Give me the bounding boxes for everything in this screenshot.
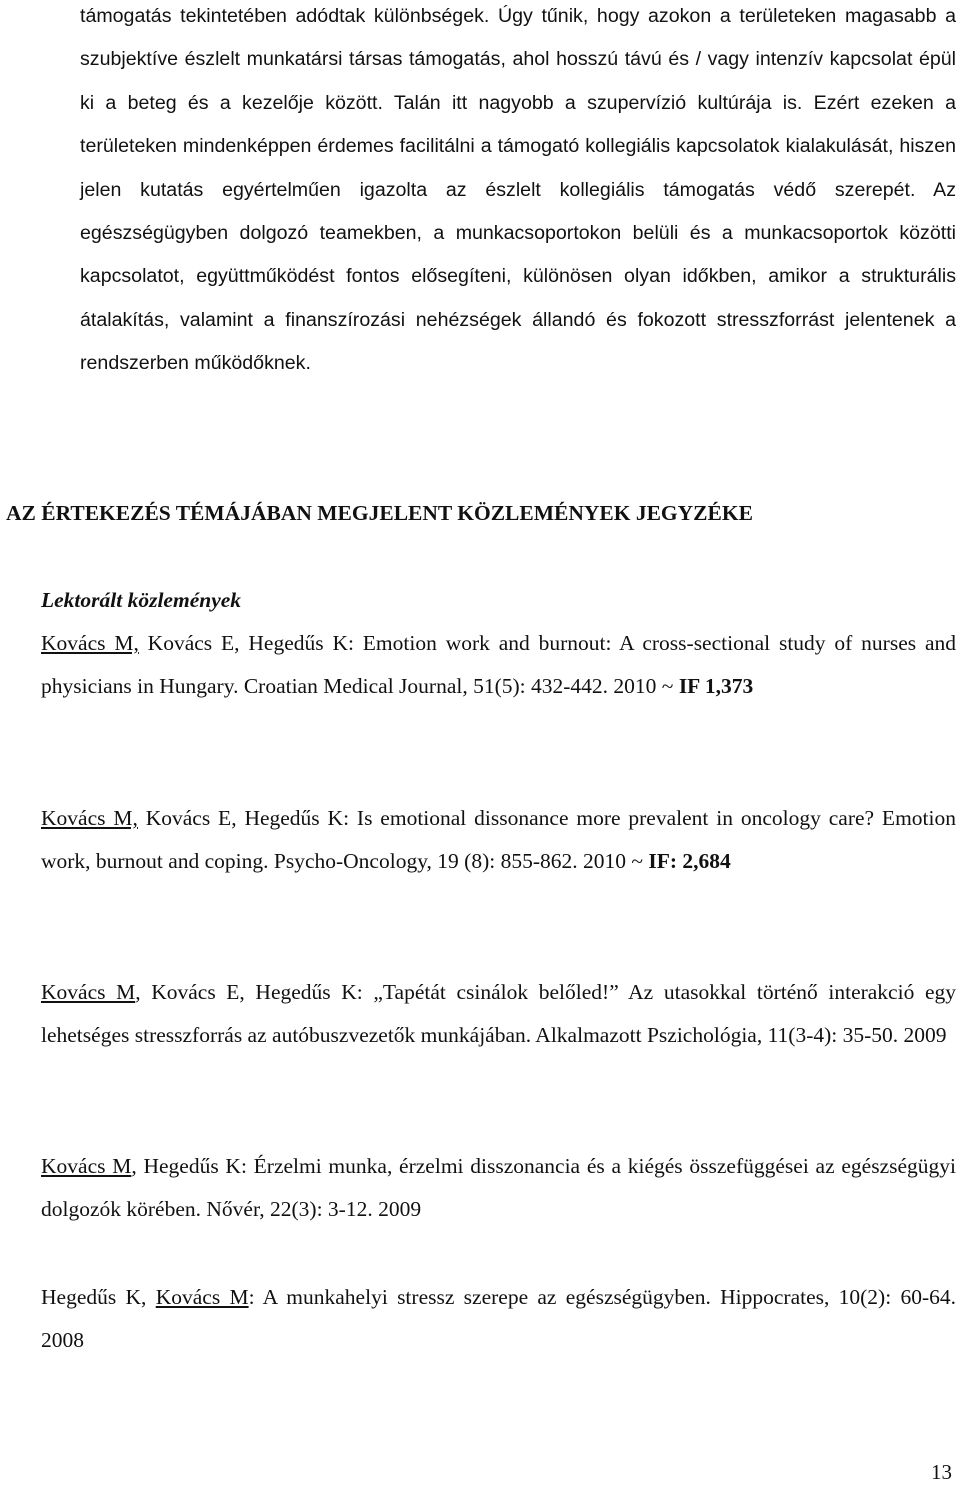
body-paragraph: támogatás tekintetében adódtak különbségek. Úgy tűnik, hogy azokon a területeken magasabb a szubjektíve észlelt munkatársi társas támogatás, ahol hosszú távú és / vagy intenzív kapcsolat épül ki a beteg és a kezelője között. Talán itt nagyobb a szupervízió kultúrája is. Ezért ezeken a területeken mindenképpen érdemes facilitálni a támogató kollegiális kapcsolatok kialakulását, hiszen jelen kutatás egyértelműen igazolta az észlelt kollegiális támogatás védő szerepét. Az egészségügyben dolgozó teamekben, a munkacsoportokon belüli és a munkacsoportok közötti kapcsolatot, együttműködést fontos elősegíteni, különösen olyan időkben, amikor a strukturális átalakítás, valamint a finanszírozási nehézségek állandó és fokozott stresszforrást jelentenek a rendszerben működőknek. (80, 5, 956, 375)
reference-item (41, 1276, 956, 1363)
reference-author-underlined: Kovács M (155, 1285, 249, 1309)
reference-text: : A munkahelyi stressz szerepe az egészségügyben. Hippocrates, 10(2): 60-64. 2008 (41, 1285, 957, 1353)
section-subheading: Lektorált közlemények (41, 588, 242, 612)
reference-author-underlined: Kovács M, (41, 806, 138, 830)
reference-text: , Hegedűs K: Érzelmi munka, érzelmi disszonancia és a kiégés összefüggései az egészségügyi dolgozók körében. Nővér, 22(3): 3-12. 2009 (41, 1154, 956, 1222)
reference-item (41, 1145, 956, 1232)
reference-item (41, 622, 956, 709)
reference-author-underlined: Kovács M (41, 1154, 132, 1178)
reference-prefix: Hegedűs K, (41, 1285, 156, 1309)
reference-author-underlined: Kovács M, (41, 631, 139, 655)
reference-item (41, 797, 956, 884)
page-number: 13 (931, 1460, 952, 1484)
reference-text: Kovács E, Hegedűs K: Is emotional dissonance more prevalent in oncology care? Emotion work, burnout and coping. Psycho-Oncology, 19 (8): 855-862. 2010 ~ (41, 806, 956, 874)
reference-author-underlined: Kovács M (41, 980, 136, 1004)
reference-impact-factor: IF 1,373 (678, 674, 754, 699)
reference-impact-factor: IF: 2,684 (648, 849, 731, 874)
reference-text: Kovács E, Hegedűs K: Emotion work and burnout: A cross-sectional study of nurses and physicians in Hungary. Croatian Medical Journal, 51(5): 432-442. 2010 ~ (41, 631, 956, 699)
section-heading: AZ ÉRTEKEZÉS TÉMÁJÁBAN MEGJELENT KÖZLEMÉNYEK JEGYZÉKE (6, 501, 753, 525)
reference-item (41, 971, 956, 1058)
reference-text: , Kovács E, Hegedűs K: „Tapétát csinálok belőled!” Az utasokkal történő interakció egy lehetséges stresszforrás az autóbuszvezetők munkájában. Alkalmazott Pszichológia, 11(3-4): 35-50. 2009 (41, 980, 956, 1048)
